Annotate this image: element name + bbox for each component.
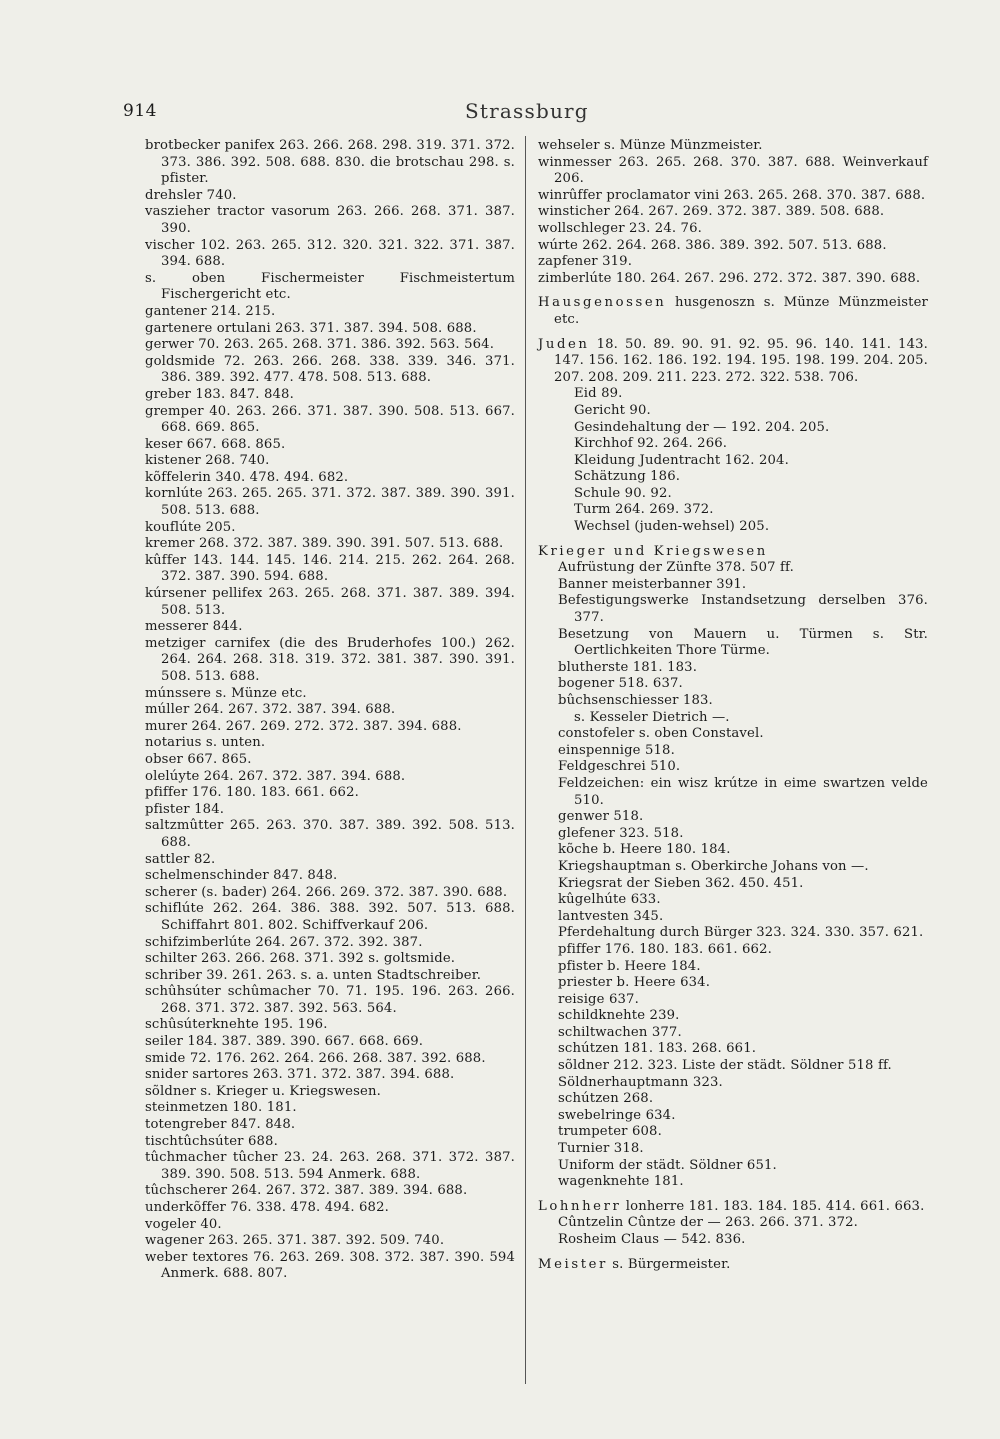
index-entry: snider sartores 263. 371. 372. 387. 394. 688. xyxy=(145,1067,455,1083)
index-heading xyxy=(538,1257,928,1274)
index-entry: kõche b. Heere 180. 184. xyxy=(558,842,731,858)
index-entry: schiflúte 262. 264. 386. 388. 392. 507. 513. 688. Schiffahrt 801. 802. Schiffverkauf 206. xyxy=(145,901,515,933)
index-entry: schriber 39. 261. 263. s. a. unten Stadtschreiber. xyxy=(145,967,482,983)
page-number: 914 xyxy=(123,101,157,121)
index-entry: murer 264. 267. 269. 272. 372. 387. 394. 688. xyxy=(145,718,462,734)
index-entry: múller 264. 267. 372. 387. 394. 688. xyxy=(145,702,396,718)
index-entry: schilter 263. 266. 268. 371. 392 s. goltsmide. xyxy=(145,951,456,967)
index-heading xyxy=(538,295,928,328)
heading-term: Lohnherr xyxy=(538,1198,622,1214)
index-entry: saltzmûtter 265. 263. 370. 387. 389. 392. 508. 513. 688. xyxy=(145,818,515,850)
heading-refs: husgenoszn s. Münze Münzmeister etc. xyxy=(554,295,928,327)
index-entry: goldsmide 72. 263. 266. 268. 338. 339. 346. 371. 386. 389. 392. 477. 478. 508. 513. 688. xyxy=(145,353,515,386)
index-entry: Besetzung von Mauern u. Türmen s. Str. Oertlichkeiten Thore Türme. xyxy=(558,626,928,659)
index-entry: totengreber 847. 848. xyxy=(145,1117,296,1133)
index-entry: kõffelerin 340. 478. 494. 682. xyxy=(145,469,349,485)
index-entry: Befestigungswerke Instandsetzung derselben 376. 377. xyxy=(558,593,928,626)
index-heading xyxy=(538,1199,928,1216)
index-entry: Eid 89. xyxy=(574,386,623,402)
heading-term: Hausgenossen xyxy=(538,295,667,311)
index-entry: schûhsúter schûmacher 70. 71. 195. 196. 263. 266. 268. 371. 372. 387. 392. 563. 564. xyxy=(145,984,515,1016)
index-entry: zimberlúte 180. 264. 267. 296. 272. 372. 387. 390. 688. xyxy=(538,270,921,286)
index-entry: kistener 268. 740. xyxy=(145,453,270,469)
index-entry: notarius s. unten. xyxy=(145,735,266,751)
index-entry: vaszieher tractor vasorum 263. 266. 268. 371. 387. 390. xyxy=(145,204,515,236)
heading-refs: lonherre 181. 183. 184. 185. 414. 661. 663. xyxy=(625,1198,925,1214)
index-column-right xyxy=(538,138,928,1273)
index-entry: metziger carnifex (die des Bruderhofes 100.) 262. 264. 264. 268. 318. 319. 372. 381. 387. 390. 391. 508. 513. 688. xyxy=(145,635,515,684)
index-entry: schiltwachen 377. xyxy=(558,1024,682,1040)
index-entry: Aufrüstung der Zünfte 378. 507 ff. xyxy=(558,560,794,576)
index-entry: sõldner s. Krieger u. Kriegswesen. xyxy=(145,1083,381,1099)
index-entry: priester b. Heere 634. xyxy=(558,975,711,991)
index-entry: Gesindehaltung der — 192. 204. 205. xyxy=(574,419,830,435)
index-entry: Gericht 90. xyxy=(574,402,651,418)
index-entry: wollschleger 23. 24. 76. xyxy=(538,220,702,236)
index-entry: wúrte 262. 264. 268. 386. 389. 392. 507. 513. 688. xyxy=(538,237,887,253)
index-entry: steinmetzen 180. 181. xyxy=(145,1100,297,1116)
index-entry: tûchmacher tûcher 23. 24. 263. 268. 371. 372. 387. 389. 390. 508. 513. 594 Anmerk. 688. xyxy=(145,1150,515,1182)
index-entry: múnssere s. Münze etc. xyxy=(145,685,307,701)
heading-term: Juden xyxy=(538,336,590,352)
index-entry: schifzimberlúte 264. 267. 372. 392. 387. xyxy=(145,934,423,950)
index-entry: Rosheim Claus — 542. 836. xyxy=(558,1232,746,1247)
running-title: Strassburg xyxy=(465,99,589,123)
heading-term: Krieger und Kriegswesen xyxy=(538,543,768,559)
index-entry: Kriegsrat der Sieben 362. 450. 451. xyxy=(558,875,804,891)
index-entry: Wechsel (juden-wehsel) 205. xyxy=(574,519,770,535)
index-entry: Uniform der städt. Söldner 651. xyxy=(558,1157,777,1173)
heading-term: Meister xyxy=(538,1256,608,1272)
index-entry: Pferdehaltung durch Bürger 323. 324. 330. 357. 621. xyxy=(558,925,924,941)
index-entry: Cûntzelin Cûntze der — 263. 266. 371. 372. xyxy=(558,1215,859,1231)
index-entry: Kleidung Judentracht 162. 204. xyxy=(574,452,789,468)
index-entry: gartenere ortulani 263. 371. 387. 394. 508. 688. xyxy=(145,320,477,336)
index-entry: bûchsenschiesser 183. xyxy=(558,693,713,708)
index-entry: Feldgeschrei 510. xyxy=(558,759,681,775)
index-entry: glefener 323. 518. xyxy=(558,825,684,841)
index-entry: bogener 518. 637. xyxy=(558,676,683,692)
index-entry: vogeler 40. xyxy=(145,1216,222,1232)
index-entry: Turm 264. 269. 372. xyxy=(574,502,714,518)
index-entry: winrûffer proclamator vini 263. 265. 268. 370. 387. 688. xyxy=(538,187,926,203)
index-entry: pfister 184. xyxy=(145,801,225,817)
index-entry: Feldzeichen: ein wisz krútze in eime swartzen velde 510. xyxy=(558,775,928,808)
index-entry: einspennige 518. xyxy=(558,742,675,758)
index-heading xyxy=(538,337,928,387)
index-entry: schelmenschinder 847. 848. xyxy=(145,868,338,884)
index-entry: Kirchhof 92. 264. 266. xyxy=(574,436,728,452)
index-entry: wagener 263. 265. 371. 387. 392. 509. 740. xyxy=(145,1233,445,1249)
index-entry: tûchscherer 264. 267. 372. 387. 389. 394. 688. xyxy=(145,1183,468,1199)
index-entry: schildknehte 239. xyxy=(558,1008,680,1024)
index-entry: seiler 184. 387. 389. 390. 667. 668. 669. xyxy=(145,1034,424,1050)
index-entry: schútzen 181. 183. 268. 661. xyxy=(558,1041,757,1057)
index-entry: pfister b. Heere 184. xyxy=(558,958,701,974)
index-entry: s. Kesseler Dietrich —. xyxy=(574,709,730,725)
index-entry: Kriegshauptman s. Oberkirche Johans von —. xyxy=(558,858,869,874)
index-entry: pfiffer 176. 180. 183. 661. 662. xyxy=(558,941,772,957)
index-entry: pfiffer 176. 180. 183. 661. 662. xyxy=(145,785,359,801)
heading-refs: s. Bürgermeister. xyxy=(612,1256,731,1272)
index-entry: kremer 268. 372. 387. 389. 390. 391. 507. 513. 688. xyxy=(145,536,504,552)
index-entry: kornlúte 263. 265. 265. 371. 372. 387. 389. 390. 391. 508. 513. 688. xyxy=(145,486,515,519)
index-entry: smide 72. 176. 262. 264. 266. 268. 387. 392. 688. xyxy=(145,1050,486,1066)
index-entry: schútzen 268. xyxy=(558,1091,654,1107)
index-entry: kûgelhúte 633. xyxy=(558,892,661,908)
index-entry: olelúyte 264. 267. 372. 387. 394. 688. xyxy=(145,768,406,784)
index-entry: scherer (s. bader) 264. 266. 269. 372. 387. 390. 688. xyxy=(145,884,508,900)
index-entry: sõldner 212. 323. Liste der städt. Söldner 518 ff. xyxy=(558,1058,892,1074)
index-entry: obser 667. 865. xyxy=(145,751,252,767)
index-entry: weber textores 76. 263. 269. 308. 372. 387. 390. 594 Anmerk. 688. 807. xyxy=(145,1249,515,1282)
column-divider xyxy=(525,136,526,1384)
index-entry: greber 183. 847. 848. xyxy=(145,386,294,402)
index-entry: gerwer 70. 263. 265. 268. 371. 386. 392. 563. 564. xyxy=(145,337,495,353)
index-entry: gantener 214. 215. xyxy=(145,303,276,319)
index-entry: winsticher 264. 267. 269. 372. 387. 389. 508. 688. xyxy=(538,204,885,220)
index-entry: zapfener 319. xyxy=(538,254,633,270)
index-entry: swebelringe 634. xyxy=(558,1107,676,1123)
index-entry: lantvesten 345. xyxy=(558,908,664,924)
index-entry: Turnier 318. xyxy=(558,1141,644,1157)
index-entry: Schätzung 186. xyxy=(574,469,681,485)
index-entry: genwer 518. xyxy=(558,809,644,825)
index-entry: Banner meisterbanner 391. xyxy=(558,576,747,592)
index-entry: wehseler s. Münze Münzmeister. xyxy=(538,138,763,153)
index-entry: reisige 637. xyxy=(558,991,639,1007)
index-entry: sattler 82. xyxy=(145,851,216,867)
index-entry: Söldnerhauptmann 323. xyxy=(558,1074,723,1090)
index-entry: drehsler 740. xyxy=(145,187,237,203)
heading-refs: 18. 50. 89. 90. 91. 92. 95. 96. 140. 141. 143. 147. 156. 162. 186. 192. 194. 195. 198. 199. 204. 205. 207. 208. 209. 211. 223. 272. 322. 538. 706. xyxy=(554,336,929,385)
index-entry: gremper 40. 263. 266. 371. 387. 390. 508. 513. 667. 668. 669. 865. xyxy=(145,403,515,436)
index-entry: trumpeter 608. xyxy=(558,1124,662,1140)
index-entry: schûsúterknehte 195. 196. xyxy=(145,1017,328,1033)
index-entry: underkõffer 76. 338. 478. 494. 682. xyxy=(145,1200,389,1215)
index-entry: kûffer 143. 144. 145. 146. 214. 215. 262. 264. 268. 372. 387. 390. 594. 688. xyxy=(145,552,515,585)
index-entry: wagenknehte 181. xyxy=(558,1174,684,1190)
index-entry: constofeler s. oben Constavel. xyxy=(558,726,764,742)
index-entry: Schule 90. 92. xyxy=(574,485,672,501)
index-entry: vischer 102. 263. 265. 312. 320. 321. 322. 371. 387. 394. 688. xyxy=(145,237,515,270)
index-entry: winmesser 263. 265. 268. 370. 387. 688. Weinverkauf 206. xyxy=(538,154,928,187)
index-entry: kouflúte 205. xyxy=(145,519,236,535)
index-entry: kúrsener pellifex 263. 265. 268. 371. 387. 389. 394. 508. 513. xyxy=(145,586,515,618)
index-entry: blutherste 181. 183. xyxy=(558,659,698,675)
index-entry: brotbecker panifex 263. 266. 268. 298. 319. 371. 372. 373. 386. 392. 508. 688. 830. die brotschau 298. s. pfister. xyxy=(145,138,515,187)
index-entry: tischtûchsúter 688. xyxy=(145,1133,278,1149)
index-heading xyxy=(538,544,928,561)
index-entry: keser 667. 668. 865. xyxy=(145,436,286,452)
index-entry: messerer 844. xyxy=(145,619,243,635)
index-entry: s. oben Fischermeister Fischmeistertum Fischergericht etc. xyxy=(145,270,515,303)
index-column-left xyxy=(145,138,515,1283)
